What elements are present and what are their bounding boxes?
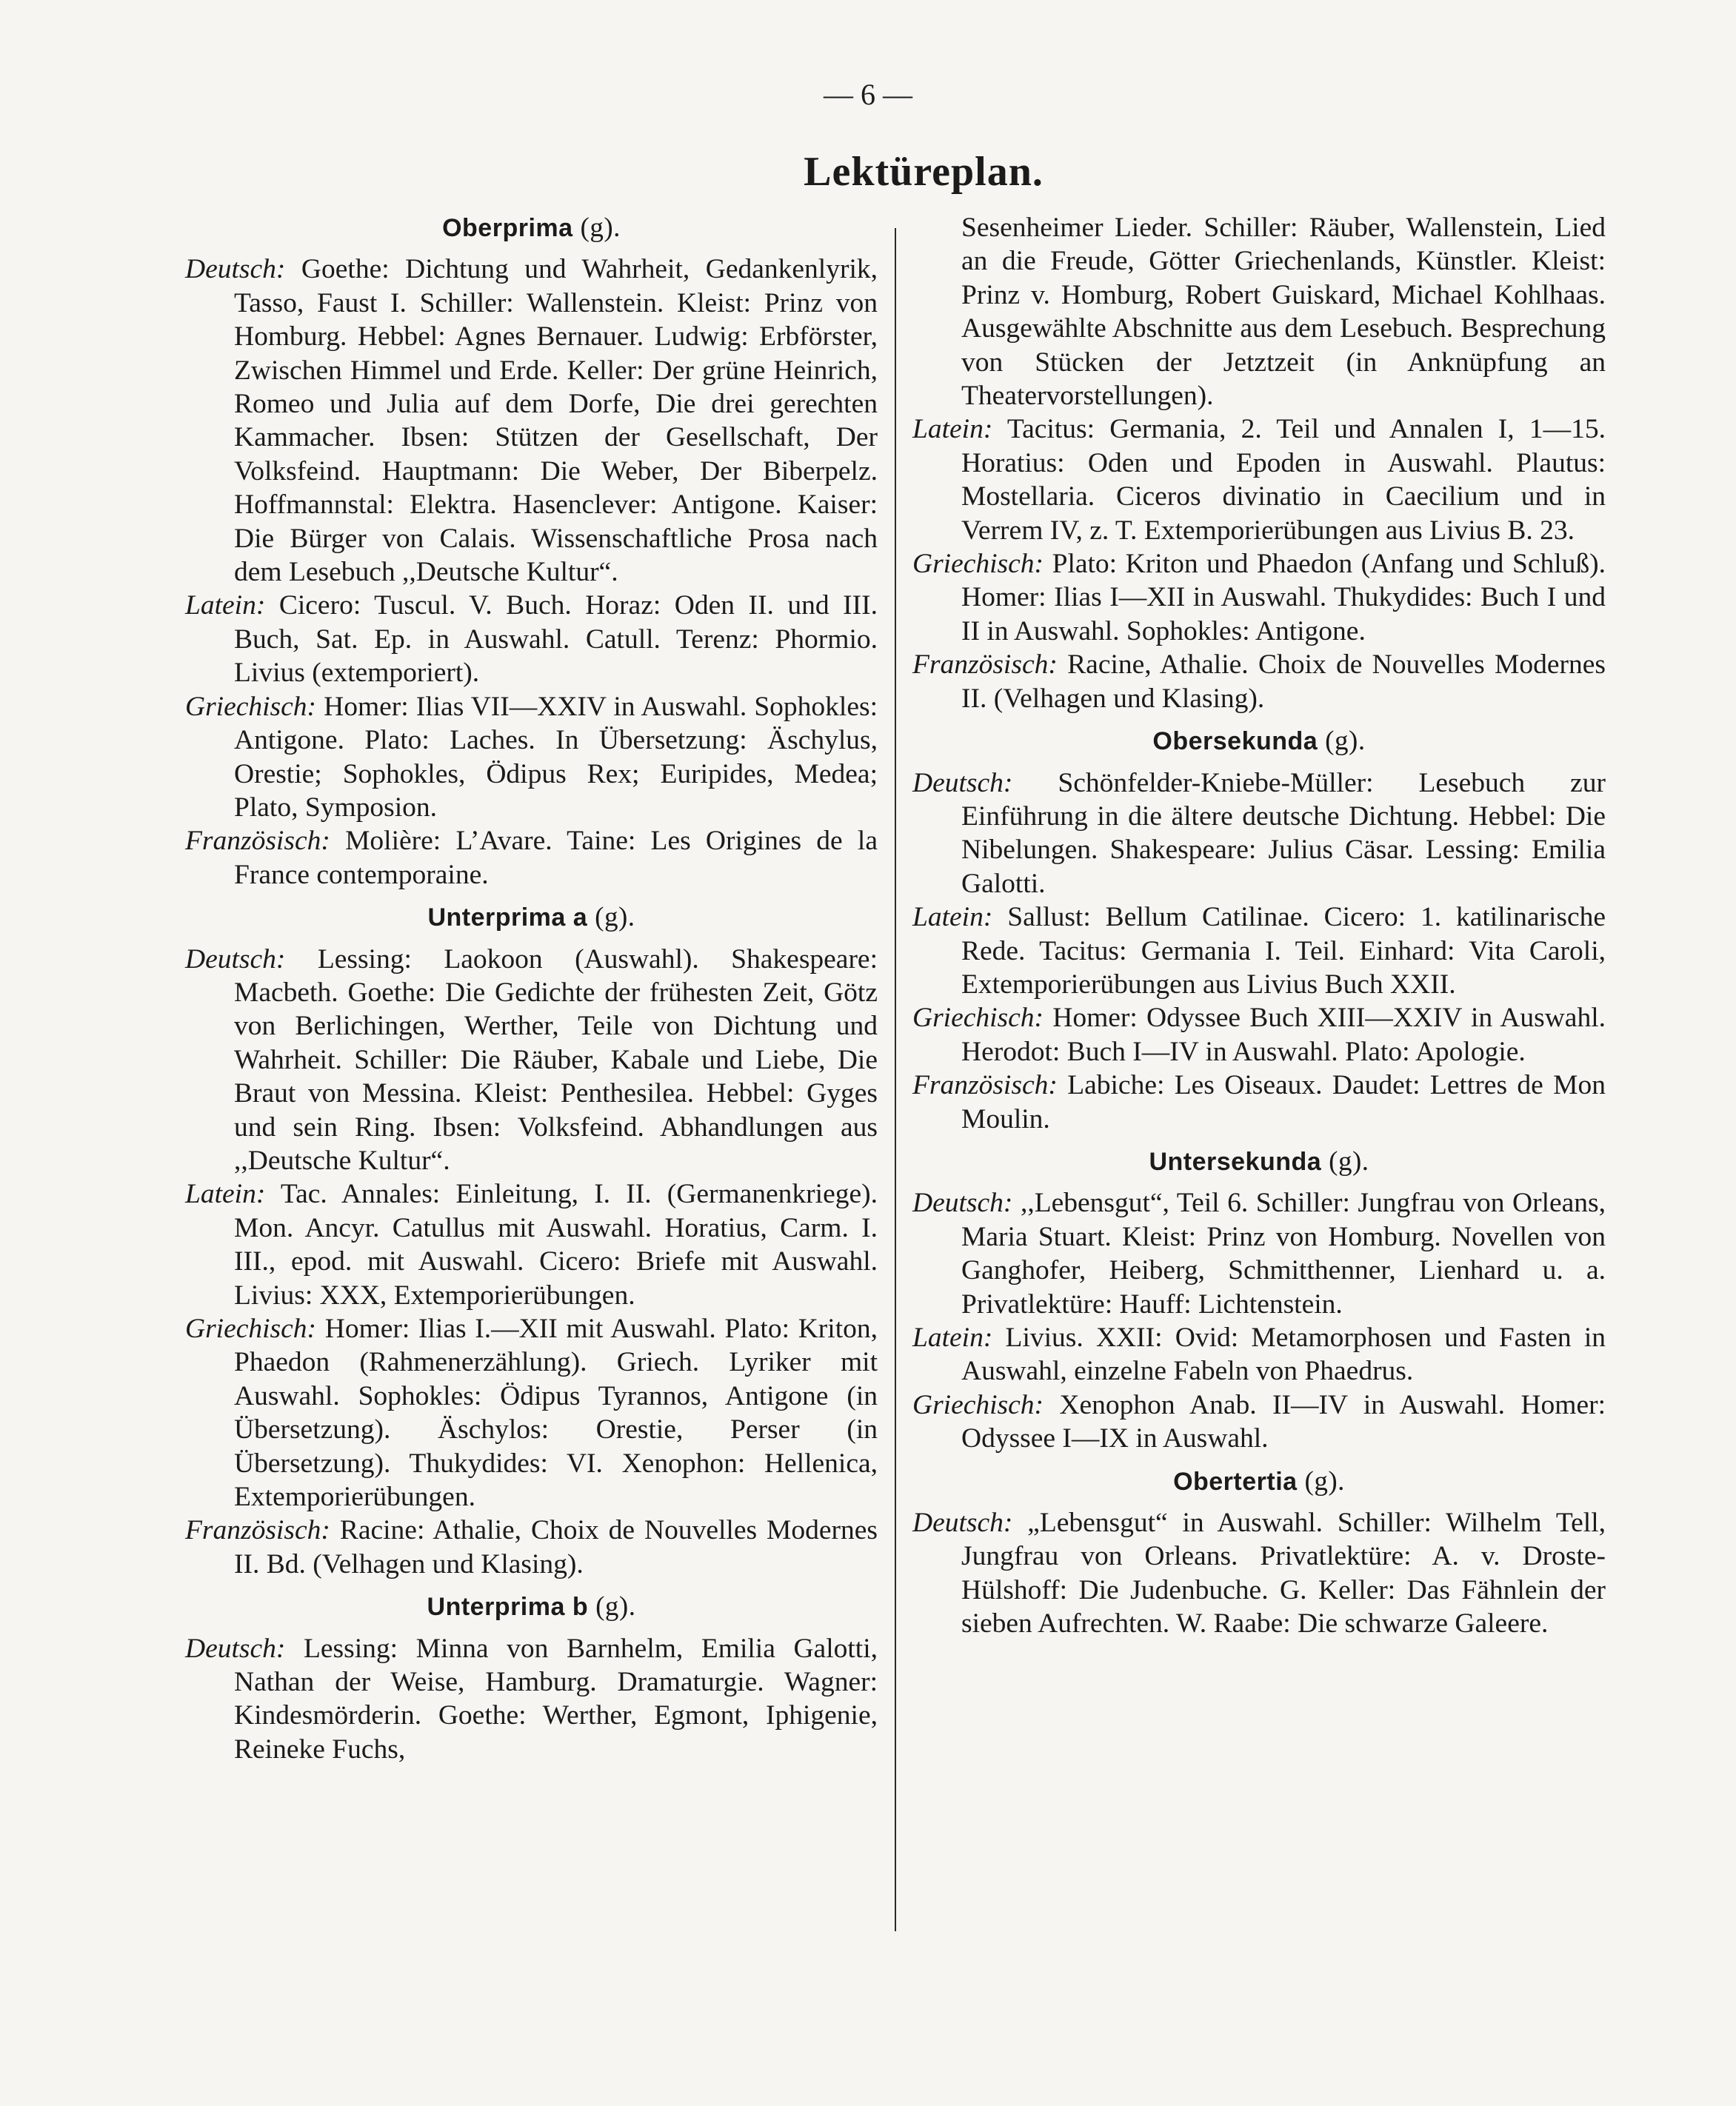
entry-latein: Latein: Livius. XXII: Ovid: Metamorphosen und Fasten in Auswahl, einzelne Fabeln von Phaedrus. — [912, 1323, 1606, 1387]
entry-griechisch: Griechisch: Homer: Odyssee Buch XIII—XXIV in Auswahl. Herodot: Buch I—IV in Auswahl. Plato: Apologie. — [912, 1003, 1606, 1067]
section-title-obersekunda: Obersekunda (g). — [1152, 726, 1366, 757]
section-title-oberprima: Oberprima (g). — [442, 213, 621, 243]
right-column — [912, 211, 1606, 1641]
entry-latein: Latein: Cicero: Tuscul. V. Buch. Horaz: Oden II. und III. Buch, Sat. Ep. in Auswahl. Catull. Terenz: Phormio. Livius (extemporiert). — [185, 590, 878, 689]
entry-griechisch: Griechisch: Xenophon Anab. II—IV in Auswahl. Homer: Odyssee I—IX in Auswahl. — [912, 1389, 1606, 1454]
entry-deutsch: Deutsch: Goethe: Dichtung und Wahrheit, Gedankenlyrik, Tasso, Faust I. Schiller: Wallenstein. Kleist: Prinz von Homburg. Hebbel: Agnes Bernauer. Ludwig: Erbförster, Zwischen Himmel und Erde. Keller: Der grüne Heinrich, Romeo und Julia auf dem Dorfe, Die drei gerechten Kammacher. Ibsen: Stützen der Gesellschaft, Der Volksfeind. Hauptmann: Die Weber, Der Biberpelz. Hoffmannstal: Elektra. Hasenclever: Antigone. Kaiser: Die Bürger von Calais. Wissenschaftliche Prosa nach dem Lesebuch ,,Deutsche Kultur“. — [185, 254, 878, 588]
entry-griechisch: Griechisch: Homer: Ilias VII—XXIV in Auswahl. Sophokles: Antigone. Plato: Laches. In Übersetzung: Äschylus, Orestie; Sophokles, Ödipus Rex; Euripides, Medea; Plato, Symposion. — [185, 691, 878, 823]
page-number: — 6 — — [824, 78, 912, 111]
section-title-unterprima-a: Unterprima a (g). — [427, 902, 635, 933]
continuation-text: Sesenheimer Lieder. Schiller: Räuber, Wallenstein, Lied an die Freude, Götter Griechenlands, Künstler. Kleist: Prinz v. Homburg, Robert Guiskard, Michael Kohlhaas. Ausgewählte Abschnitte aus dem Lesebuch. Besprechung von Stücken der Jetztzeit (in Anknüpfung an Theatervorstellungen). — [961, 213, 1606, 412]
entry-griechisch: Griechisch: Homer: Ilias I.—XII mit Auswahl. Plato: Kriton, Phaedon (Rahmenerzählung). Griech. Lyriker mit Auswahl. Sophokles: Ödipus Tyrannos, Antigone (in Übersetzung). Äschylos: Orestie, Perser (in Übersetzung). Thukydides: VI. Xenophon: Hellenica, Extemporierübungen. — [185, 1314, 878, 1513]
page-title: Lektüreplan. — [804, 149, 1044, 195]
entry-griechisch: Griechisch: Plato: Kriton und Phaedon (Anfang und Schluß). Homer: Ilias I—XII in Auswahl. Thukydides: Buch I und II in Auswahl. Sophokles: Antigone. — [912, 549, 1606, 646]
entry-deutsch: Deutsch: Schönfelder-Kniebe-Müller: Lesebuch zur Einführung in die ältere deutsche Dichtung. Hebbel: Die Nibelungen. Shakespeare: Julius Cäsar. Lessing: Emilia Galotti. — [912, 767, 1606, 899]
entry-latein: Latein: Tac. Annales: Einleitung, I. II. (Germanenkriege). Mon. Ancyr. Catullus mit Auswahl. Horatius, Carm. I. III., epod. mit Auswahl. Cicero: Briefe mit Auswahl. Livius: XXX, Extemporierübungen. — [185, 1179, 878, 1311]
section-title-obertertia: Obertertia (g). — [1173, 1465, 1345, 1497]
entry-franzoesisch: Französisch: Racine, Athalie. Choix de Nouvelles Modernes II. (Velhagen und Klasing). — [912, 649, 1606, 714]
entry-franzoesisch: Französisch: Labiche: Les Oiseaux. Daudet: Lettres de Mon Moulin. — [912, 1070, 1606, 1134]
entry-franzoesisch: Französisch: Racine: Athalie, Choix de Nouvelles Modernes II. Bd. (Velhagen und Klasing). — [185, 1515, 878, 1580]
entry-deutsch: Deutsch: Lessing: Laokoon (Auswahl). Shakespeare: Macbeth. Goethe: Die Gedichte der frühesten Zeit, Götz von Berlichingen, Werther, Teile von Dichtung und Wahrheit. Schiller: Die Räuber, Kabale und Liebe, Die Braut von Messina. Kleist: Penthesilea. Hebbel: Gyges und sein Ring. Ibsen: Volksfeind. Abhandlungen aus ,,Deutsche Kultur“. — [185, 943, 878, 1176]
entry-deutsch: Deutsch: ,,Lebensgut“, Teil 6. Schiller: Jungfrau von Orleans, Maria Stuart. Kleist: Prinz von Homburg. Novellen von Ganghofer, Heiberg, Schmitthenner, Lienhard u. a. Privatlektüre: Hauff: Lichtenstein. — [912, 1188, 1606, 1320]
column-divider — [895, 228, 896, 1931]
left-column — [185, 211, 878, 1766]
entry-franzoesisch: Französisch: Molière: L’Avare. Taine: Les Origines de la France contemporaine. — [185, 826, 878, 890]
section-title-unterprima-b: Unterprima b (g). — [427, 1591, 636, 1622]
entry-latein: Latein: Sallust: Bellum Catilinae. Cicero: 1. katilinarische Rede. Tacitus: Germania I. Teil. Einhard: Vita Caroli, Extemporierübungen aus Livius Buch XXII. — [912, 902, 1606, 1000]
entry-deutsch: Deutsch: „Lebensgut“ in Auswahl. Schiller: Wilhelm Tell, Jungfrau von Orleans. Privatlektüre: A. v. Droste-Hülshoff: Die Judenbuche. G. Keller: Das Fähnlein der sieben Aufrechten. W. Raabe: Die schwarze Galeere. — [912, 1508, 1606, 1639]
section-title-untersekunda: Untersekunda (g). — [1149, 1146, 1369, 1177]
entry-latein: Latein: Tacitus: Germania, 2. Teil und Annalen I, 1—15. Horatius: Oden und Epoden in Auswahl. Plautus: Mostellaria. Ciceros divinatio in Caecilium und in Verrem IV, z. T. Extemporierübungen aus Livius B. 23. — [912, 414, 1606, 546]
entry-deutsch: Deutsch: Lessing: Minna von Barnhelm, Emilia Galotti, Nathan der Weise, Hamburg. Dramaturgie. Wagner: Kindesmörderin. Goethe: Werther, Egmont, Iphigenie, Reineke Fuchs, — [185, 1633, 878, 1765]
